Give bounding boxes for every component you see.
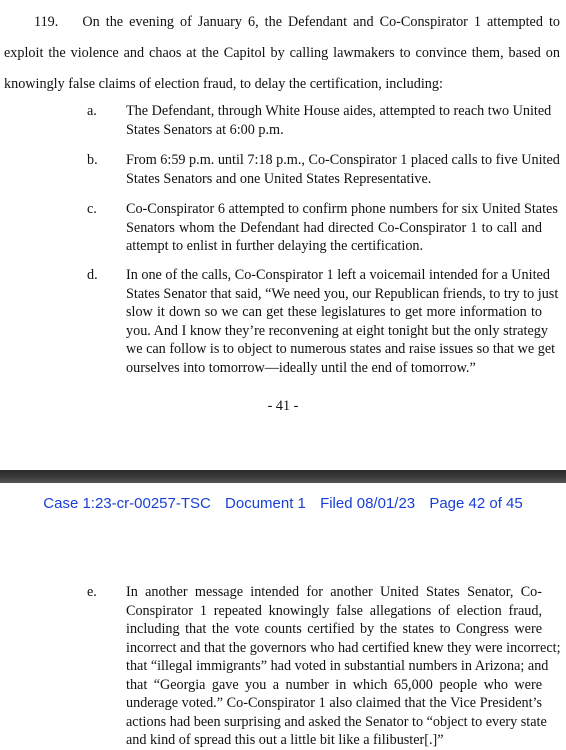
item-letter: d.	[87, 267, 98, 283]
paragraph-119	[4, 7, 560, 100]
page-divider	[0, 470, 566, 483]
item-text: Co-Conspirator 6 attempted to confirm phone numbers for six United States Senators whom the Defendant had directed Co-Conspirator 1 to call and attempt to enlist in further delaying the certification.	[126, 201, 558, 254]
document-number: Document 1	[225, 495, 306, 512]
page-indicator: Page 42 of 45	[429, 495, 523, 512]
item-text: In another message intended for another United States Senator, Co- Conspirator 1 repeated knowingly false allegations of election fraud, including that the vote counts certified by the states to Congress were incorrect and that the governors who had certified knew they were incorrect; that “illegal immigrants” had voted in substantial numbers in Arizona; and that “Georgia gave you a number in which 65,000 people who were underage voted.” Co-Conspirator 1 also claimed that the Vice President’s actions had been surprising and asked the Senator to “object to every state and kind of spread this out a little bit like a filibuster[.]”	[126, 584, 561, 748]
item-letter: e.	[87, 584, 97, 600]
case-header	[0, 495, 566, 512]
paragraph-line-3: knowingly false claims of election fraud, to delay the certification, including:	[4, 76, 443, 92]
page-number: - 41 -	[267, 398, 299, 414]
item-text: From 6:59 p.m. until 7:18 p.m., Co-Conspirator 1 placed calls to five United States Senators and one United States Representative.	[126, 152, 560, 187]
case-number: Case 1:23-cr-00257-TSC	[43, 495, 211, 512]
paragraph-line-2: exploit the violence and chaos at the Capitol by calling lawmakers to convince them, based on	[4, 45, 560, 61]
item-text: The Defendant, through White House aides, attempted to reach two United States Senators at 6:00 p.m.	[126, 103, 552, 138]
item-letter: c.	[87, 201, 97, 217]
filed-date: Filed 08/01/23	[320, 495, 416, 512]
item-text: In one of the calls, Co-Conspirator 1 left a voicemail intended for a United States Senator that said, “We need you, our Republican friends, to try to just slow it down so we can get these legislatures to get more information to you. And I know they’re reconvening at eight tonight but the only strategy we can follow is to object to numerous states and raise issues so that we get ourselves into tomorrow—ideally until the end of tomorrow.”	[126, 267, 559, 376]
item-letter: b.	[87, 152, 98, 168]
paragraph-line-1: 119. On the evening of January 6, the Defendant and Co-Conspirator 1 attempted to	[34, 14, 561, 30]
item-letter: a.	[87, 103, 97, 119]
paragraph-number: 119.	[34, 14, 59, 30]
